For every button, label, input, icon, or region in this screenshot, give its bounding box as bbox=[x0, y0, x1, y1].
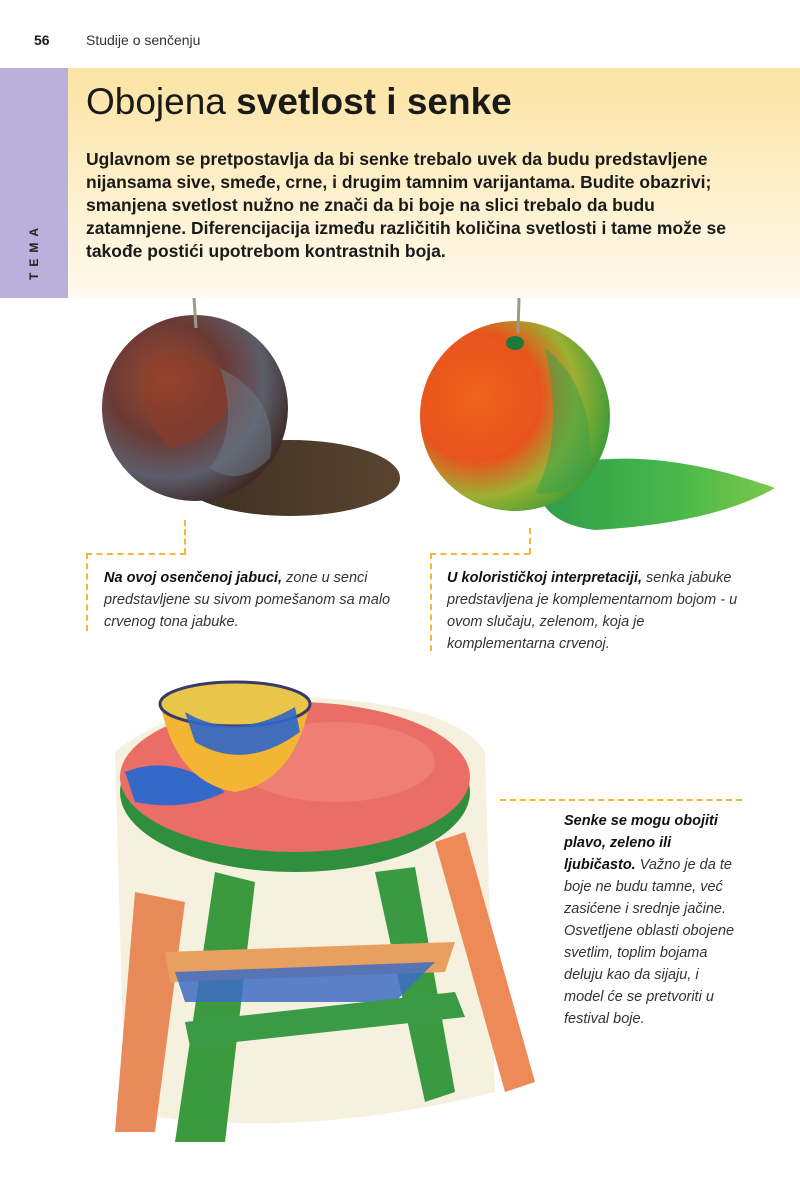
title-bold: svetlost i senke bbox=[236, 81, 512, 122]
page-header bbox=[0, 0, 800, 68]
stool-painting bbox=[95, 672, 555, 1150]
right-caption-connector bbox=[430, 553, 432, 651]
running-title: Studije o senčenju bbox=[86, 32, 201, 48]
left-caption-connector bbox=[86, 553, 186, 555]
stool-caption-lead: Senke se mogu obojiti plavo, zeleno ili ljubičasto. bbox=[564, 813, 718, 873]
tema-tab bbox=[0, 68, 68, 298]
colorful-apple-painting bbox=[415, 298, 780, 538]
right-caption-connector bbox=[529, 528, 531, 554]
stool-caption bbox=[564, 810, 742, 1030]
left-caption-connector bbox=[86, 553, 88, 631]
right-caption bbox=[447, 567, 752, 655]
intro-paragraph: Uglavnom se pretpostavlja da bi senke trebalo uvek da budu predstavljene nijansama sive, smeđe, crne, i drugim tamnim varijantama. Budite obazrivi; smanjena svetlost nužno ne znači da bi boje na slici trebalo da budu zatamnjene. Diferencijacija između različitih količina svetlosti i tame može se takođe postići upotrebom kontrastnih boja. bbox=[86, 149, 726, 261]
stool-caption-text: Važno je da te boje ne budu tamne, već zasićene i srednje jačine. Osvetljene oblasti obojene svetlim, toplim bojama deluju kao da sijaju, i model će se pretvoriti u festival boje. bbox=[564, 857, 735, 1027]
title-light: Obojena bbox=[86, 81, 237, 122]
right-caption-connector bbox=[430, 553, 530, 555]
left-caption-text: zone u senci predstavljene su sivom pomešanom sa malo crvenog tona jabuke. bbox=[104, 570, 391, 630]
muted-apple-painting bbox=[90, 298, 410, 530]
page-number: 56 bbox=[34, 32, 50, 48]
page-title bbox=[86, 80, 512, 124]
right-caption-lead: U kolorističkoj interpretaciji, bbox=[447, 570, 642, 586]
apple-stem bbox=[518, 298, 519, 333]
apple-stem bbox=[194, 298, 196, 328]
left-caption-connector bbox=[184, 520, 186, 554]
left-caption bbox=[104, 567, 404, 633]
tema-label: TEMA bbox=[27, 222, 41, 280]
right-caption-text: senka jabuke predstavljena je komplementarnom bojom - u ovom slučaju, zelenom, koja je komplementarna crvenoj. bbox=[447, 570, 738, 652]
left-caption-lead: Na ovoj osenčenoj jabuci, bbox=[104, 570, 283, 586]
